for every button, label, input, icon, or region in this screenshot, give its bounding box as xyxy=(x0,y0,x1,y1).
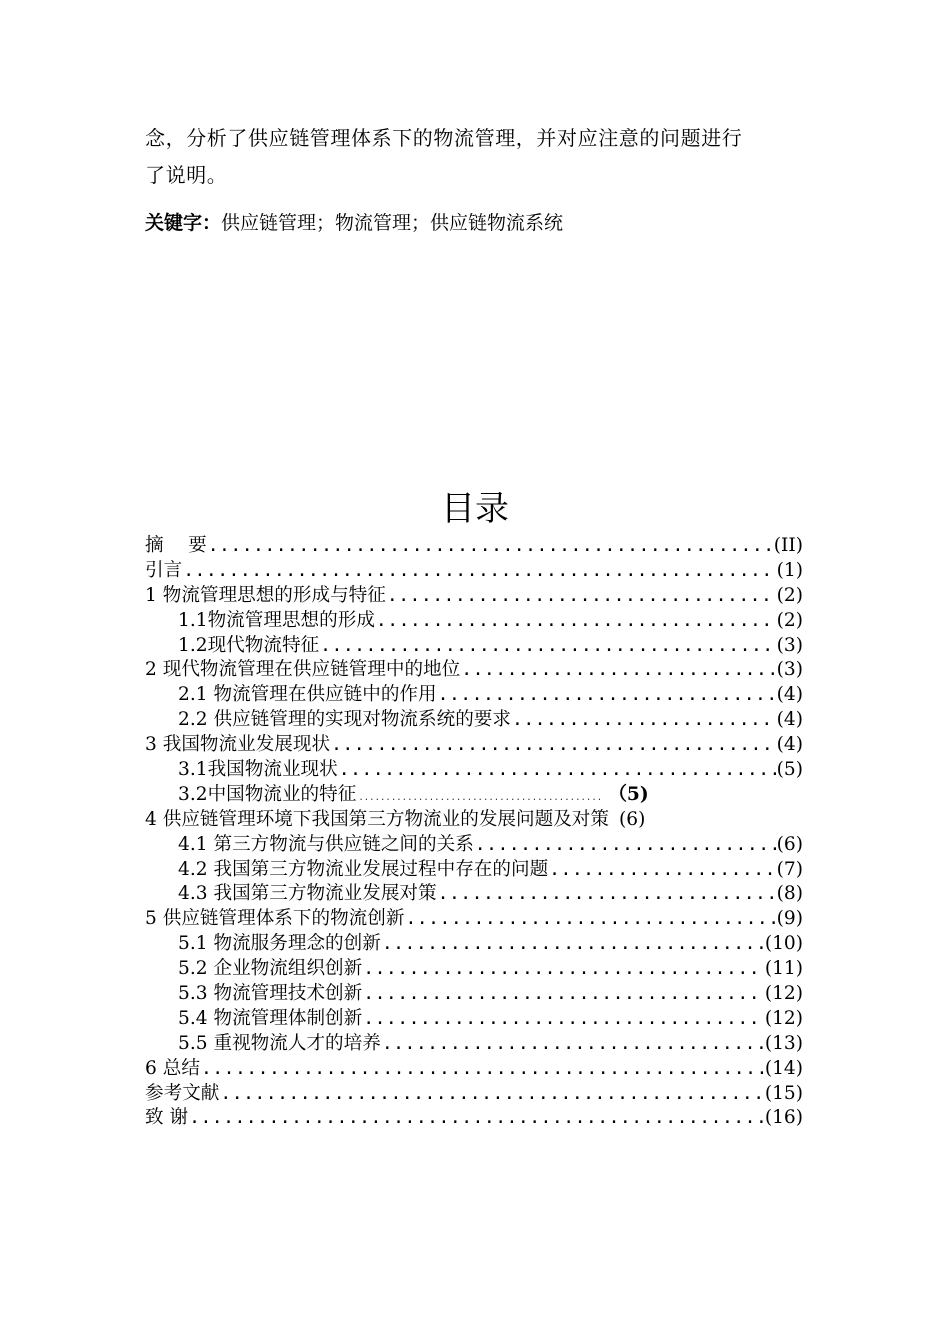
toc-entry-label: 2 现代物流管理在供应链管理中的地位 xyxy=(145,659,461,681)
toc-page-number: (3) xyxy=(776,659,803,681)
toc-leader-dots xyxy=(189,1106,764,1131)
toc-leader-dots xyxy=(549,858,775,883)
toc-leader-dots xyxy=(405,907,775,932)
toc-page-number: (II) xyxy=(773,535,803,556)
toc-page-number: (3) xyxy=(776,634,803,656)
keywords-value: 供应链管理；物流管理；供应链物流系统 xyxy=(221,212,564,234)
toc-entry-references[interactable] xyxy=(145,1082,803,1107)
toc-entry-label: 2.1 物流管理在供应链中的作用 xyxy=(178,684,437,706)
toc-page-number: (7) xyxy=(776,858,803,880)
toc-page-number: (2) xyxy=(776,584,803,606)
toc-page-number: (4) xyxy=(776,709,803,731)
toc-entry-label: 3.2中国物流业的特征 xyxy=(178,783,357,805)
toc-entry-section-1-1[interactable] xyxy=(145,609,803,634)
toc-entry-label: 参考文献 xyxy=(145,1082,220,1104)
toc-entry-label: 5.2 企业物流组织创新 xyxy=(178,958,363,980)
toc-leader-dots xyxy=(475,833,776,858)
toc-entry-label: 3 我国物流业发展现状 xyxy=(145,734,331,756)
toc-leader-dots xyxy=(183,559,775,584)
toc-entry-label: 摘 要 xyxy=(145,535,207,556)
toc-entry-label: 1.2现代物流特征 xyxy=(178,634,320,656)
toc-entry-chapter-2[interactable] xyxy=(145,658,803,683)
toc-entry-introduction[interactable] xyxy=(145,559,803,584)
toc-entry-label: 6 总结 xyxy=(145,1057,200,1079)
toc-entry-section-5-1[interactable] xyxy=(145,932,803,957)
toc-entry-section-3-1[interactable] xyxy=(145,758,803,783)
toc-leader-dots xyxy=(438,683,776,708)
toc-page-number: (2) xyxy=(776,609,803,631)
toc-page-number: （5) xyxy=(608,783,649,805)
toc-entry-chapter-3[interactable] xyxy=(145,733,803,758)
toc-leader-dots xyxy=(438,882,776,907)
toc-entry-chapter-5[interactable] xyxy=(145,907,803,932)
toc-entry-label: 3.1我国物流业现状 xyxy=(178,759,338,781)
toc-entry-section-4-2[interactable] xyxy=(145,858,803,883)
toc-page-number: (8) xyxy=(776,883,803,905)
toc-entry-chapter-6[interactable] xyxy=(145,1057,803,1082)
toc-entry-label: 1 物流管理思想的形成与特征 xyxy=(145,584,386,606)
toc-entry-abstract[interactable] xyxy=(145,534,803,559)
toc-page-number: (12) xyxy=(764,1007,803,1029)
toc-entry-label: 5.4 物流管理体制创新 xyxy=(178,1007,363,1029)
toc-leader-dots xyxy=(208,534,773,559)
toc-entry-label: 1.1物流管理思想的形成 xyxy=(178,609,375,631)
toc-leader-dots xyxy=(320,634,776,659)
toc-entry-chapter-4[interactable] xyxy=(145,808,803,833)
toc-leader-dots xyxy=(461,658,775,683)
toc-page-number: (4) xyxy=(776,734,803,756)
toc-entry-acknowledgements[interactable] xyxy=(145,1106,803,1131)
toc-page-number: (5) xyxy=(776,759,803,781)
toc-entry-label: 5.5 重视物流人才的培养 xyxy=(178,1032,381,1054)
toc-leader-dots xyxy=(363,982,764,1007)
toc-entry-section-5-2[interactable] xyxy=(145,957,803,982)
toc-entry-section-1-2[interactable] xyxy=(145,634,803,659)
toc-entry-label: 2.2 供应链管理的实现对物流系统的要求 xyxy=(178,709,511,731)
toc-entry-label: 4 供应链管理环境下我国第三方物流业的发展问题及对策 xyxy=(145,808,609,830)
toc-entry-section-4-1[interactable] xyxy=(145,833,803,858)
toc-leader-dots xyxy=(376,609,776,634)
toc-page-number: (11) xyxy=(764,958,803,980)
toc-leader-dots xyxy=(339,758,776,783)
toc-title: 目录 xyxy=(441,489,509,529)
toc-entry-section-4-3[interactable] xyxy=(145,882,803,907)
toc-page-number: (14) xyxy=(764,1057,803,1079)
toc-entry-label: 5.3 物流管理技术创新 xyxy=(178,983,363,1005)
toc-entry-label: 引言 xyxy=(145,559,183,581)
toc-leader-dots xyxy=(382,1032,764,1057)
toc-page-number: (13) xyxy=(764,1032,803,1054)
toc-leader-dots xyxy=(363,1007,764,1032)
toc-leader-dots xyxy=(387,584,776,609)
toc-leader-dots xyxy=(220,1082,763,1107)
toc-page-number: (6) xyxy=(776,833,803,855)
toc-entry-chapter-1[interactable] xyxy=(145,584,803,609)
toc-entry-label: 致 谢 xyxy=(145,1107,189,1129)
table-of-contents xyxy=(145,534,803,1131)
toc-leader-dots xyxy=(331,733,776,758)
toc-leader-dots xyxy=(363,957,764,982)
body-paragraph-line-2: 了说明。 xyxy=(145,163,228,187)
body-paragraph-line-1: 念，分析了供应链管理体系下的物流管理，并对应注意的问题进行 xyxy=(145,126,743,150)
toc-leader-dots xyxy=(512,708,776,733)
toc-page-number: (15) xyxy=(764,1082,803,1104)
toc-entry-label: 5 供应链管理体系下的物流创新 xyxy=(145,908,405,930)
toc-page-number: (9) xyxy=(776,908,803,930)
toc-page-number: (4) xyxy=(776,684,803,706)
toc-entry-label: 4.2 我国第三方物流业发展过程中存在的问题 xyxy=(178,858,549,880)
toc-entry-section-3-2[interactable] xyxy=(145,783,803,808)
toc-page-number: (6) xyxy=(619,808,646,830)
toc-leader-dots xyxy=(382,932,764,957)
toc-entry-section-2-1[interactable] xyxy=(145,683,803,708)
keywords-label: 关键字： xyxy=(145,212,222,234)
keywords-line xyxy=(145,208,563,238)
toc-leader-dots xyxy=(201,1057,764,1082)
toc-page-number: (16) xyxy=(764,1107,803,1129)
toc-entry-section-5-3[interactable] xyxy=(145,982,803,1007)
toc-page-number: (1) xyxy=(776,559,803,581)
toc-entry-label: 4.1 第三方物流与供应链之间的关系 xyxy=(178,833,474,855)
toc-page-number: (12) xyxy=(764,983,803,1005)
toc-entry-label: 5.1 物流服务理念的创新 xyxy=(178,933,381,955)
toc-entry-section-5-5[interactable] xyxy=(145,1032,803,1057)
toc-entry-section-5-4[interactable] xyxy=(145,1007,803,1032)
toc-page-number: (10) xyxy=(764,933,803,955)
toc-entry-section-2-2[interactable] xyxy=(145,708,803,733)
toc-entry-label: 4.3 我国第三方物流业发展对策 xyxy=(178,883,437,905)
